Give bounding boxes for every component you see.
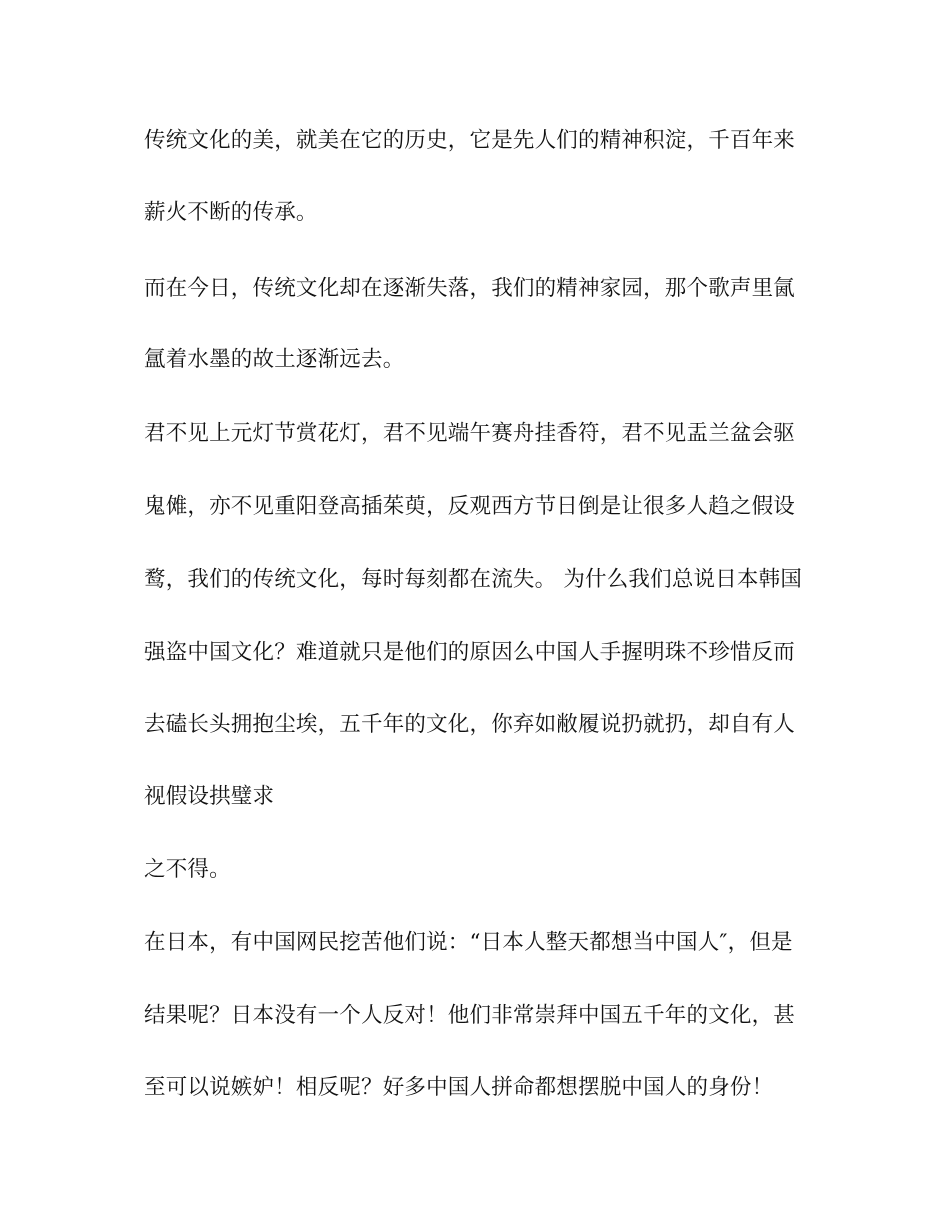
text-line: 去磕长头拥抱尘埃，五千年的文化，你弃如敝履说扔就扔，却自有人 <box>144 712 796 737</box>
text-line: 薪火不断的传承。 <box>144 200 318 225</box>
text-line: 君不见上元灯节赏花灯，君不见端午赛舟挂香符，君不见盂兰盆会驱 <box>144 421 796 446</box>
text-line: 而在今日，传统文化却在逐渐失落，我们的精神家园，那个歌声里氤 <box>144 276 796 301</box>
text-line: 传统文化的美，就美在它的历史，它是先人们的精神积淀，千百年来 <box>144 128 796 153</box>
text-line: 强盗中国文化？难道就只是他们的原因么中国人手握明珠不珍惜反而 <box>144 640 796 665</box>
text-line: 结果呢？日本没有一个人反对！他们非常崇拜中国五千年的文化，甚 <box>144 1003 796 1028</box>
text-line: 鬼傩，亦不见重阳登高插茱萸，反观西方节日倒是让很多人趋之假设 <box>144 494 796 519</box>
text-line: 之不得。 <box>144 857 231 882</box>
text-line: 视假设拱璧求 <box>144 784 275 809</box>
text-line: 在日本，有中国网民挖苦他们说：“日本人整天都想当中国人″，但是 <box>144 930 793 955</box>
text-line: 至可以说嫉妒！相反呢？好多中国人拼命都想摆脱中国人的身份！ <box>144 1075 774 1100</box>
text-line: 鹜，我们的传统文化，每时每刻都在流失。 为什么我们总说日本韩国 <box>144 567 803 592</box>
text-line: 氲着水墨的故土逐渐远去。 <box>144 347 405 372</box>
